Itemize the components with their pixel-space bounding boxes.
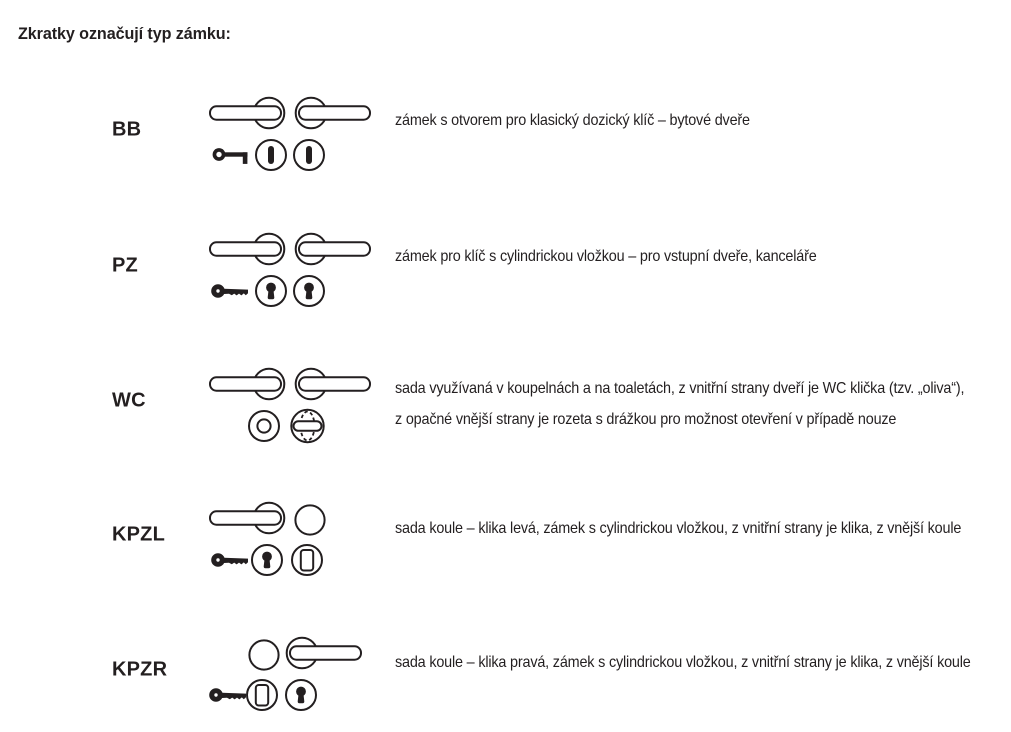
lever-handle-left-icon xyxy=(210,369,284,400)
knob-icon xyxy=(295,505,324,534)
bb-keyhole-rosette-icon xyxy=(294,140,324,170)
knob-icon xyxy=(249,640,278,669)
lock-code: PZ xyxy=(112,254,138,277)
cylinder-key-icon xyxy=(211,553,248,567)
lock-code: KPZL xyxy=(112,523,166,546)
pz-keyhole-rosette-icon xyxy=(252,545,282,575)
lever-handle-left-icon xyxy=(210,503,284,534)
lock-code: KPZR xyxy=(112,658,168,681)
lock-hardware-diagram xyxy=(209,635,374,715)
groove-rosette-icon xyxy=(249,411,279,441)
lock-hardware-diagram xyxy=(209,231,374,311)
pz-keyhole-rosette-icon xyxy=(256,276,286,306)
lock-type-row-wc xyxy=(0,366,1011,446)
bb-keyhole-rosette-icon xyxy=(256,140,286,170)
lock-description: sada koule – klika levá, zámek s cylindrickou vložkou, z vnitřní strany je klika, z vnější koule xyxy=(395,520,962,537)
lock-hardware-diagram xyxy=(209,95,374,175)
lever-handle-right-icon xyxy=(296,234,370,265)
lock-code: WC xyxy=(112,389,146,412)
lever-handle-right-icon xyxy=(296,369,370,400)
lock-description: sada koule – klika pravá, zámek s cylindrickou vložkou, z vnitřní strany je klika, z vnější koule xyxy=(395,654,971,671)
lever-handle-right-icon xyxy=(296,98,370,129)
wc-oliva-rosette-icon xyxy=(291,410,323,442)
lock-code: BB xyxy=(112,118,142,141)
lock-hardware-diagram xyxy=(209,366,374,446)
pz-keyhole-rosette-icon xyxy=(286,680,316,710)
pz-keyhole-rosette-icon xyxy=(294,276,324,306)
lock-type-row-kpzl xyxy=(0,500,1011,580)
lock-type-row-kpzr xyxy=(0,635,1011,715)
lock-type-row-pz xyxy=(0,231,1011,311)
blind-rosette-icon xyxy=(292,545,322,575)
lock-description: zámek s otvorem pro klasický dozický klíč – bytové dveře xyxy=(395,112,750,129)
cylinder-key-icon xyxy=(209,688,246,702)
page-title: Zkratky označují typ zámku: xyxy=(18,24,231,43)
blind-rosette-icon xyxy=(247,680,277,710)
bit-key-icon xyxy=(213,148,248,164)
lever-handle-right-icon xyxy=(287,638,361,669)
lever-handle-left-icon xyxy=(210,98,284,129)
lock-description: sada využívaná v koupelnách a na toaletách, z vnitřní strany dveří je WC klička (tzv. „oliva“), z opačné vnější strany je rozeta s drážkou pro možnost otevření v případě nouze xyxy=(395,380,965,428)
lock-hardware-diagram xyxy=(209,500,374,580)
cylinder-key-icon xyxy=(211,284,248,298)
lock-type-row-bb xyxy=(0,95,1011,175)
lever-handle-left-icon xyxy=(210,234,284,265)
lock-description: zámek pro klíč s cylindrickou vložkou – pro vstupní dveře, kanceláře xyxy=(395,248,817,265)
